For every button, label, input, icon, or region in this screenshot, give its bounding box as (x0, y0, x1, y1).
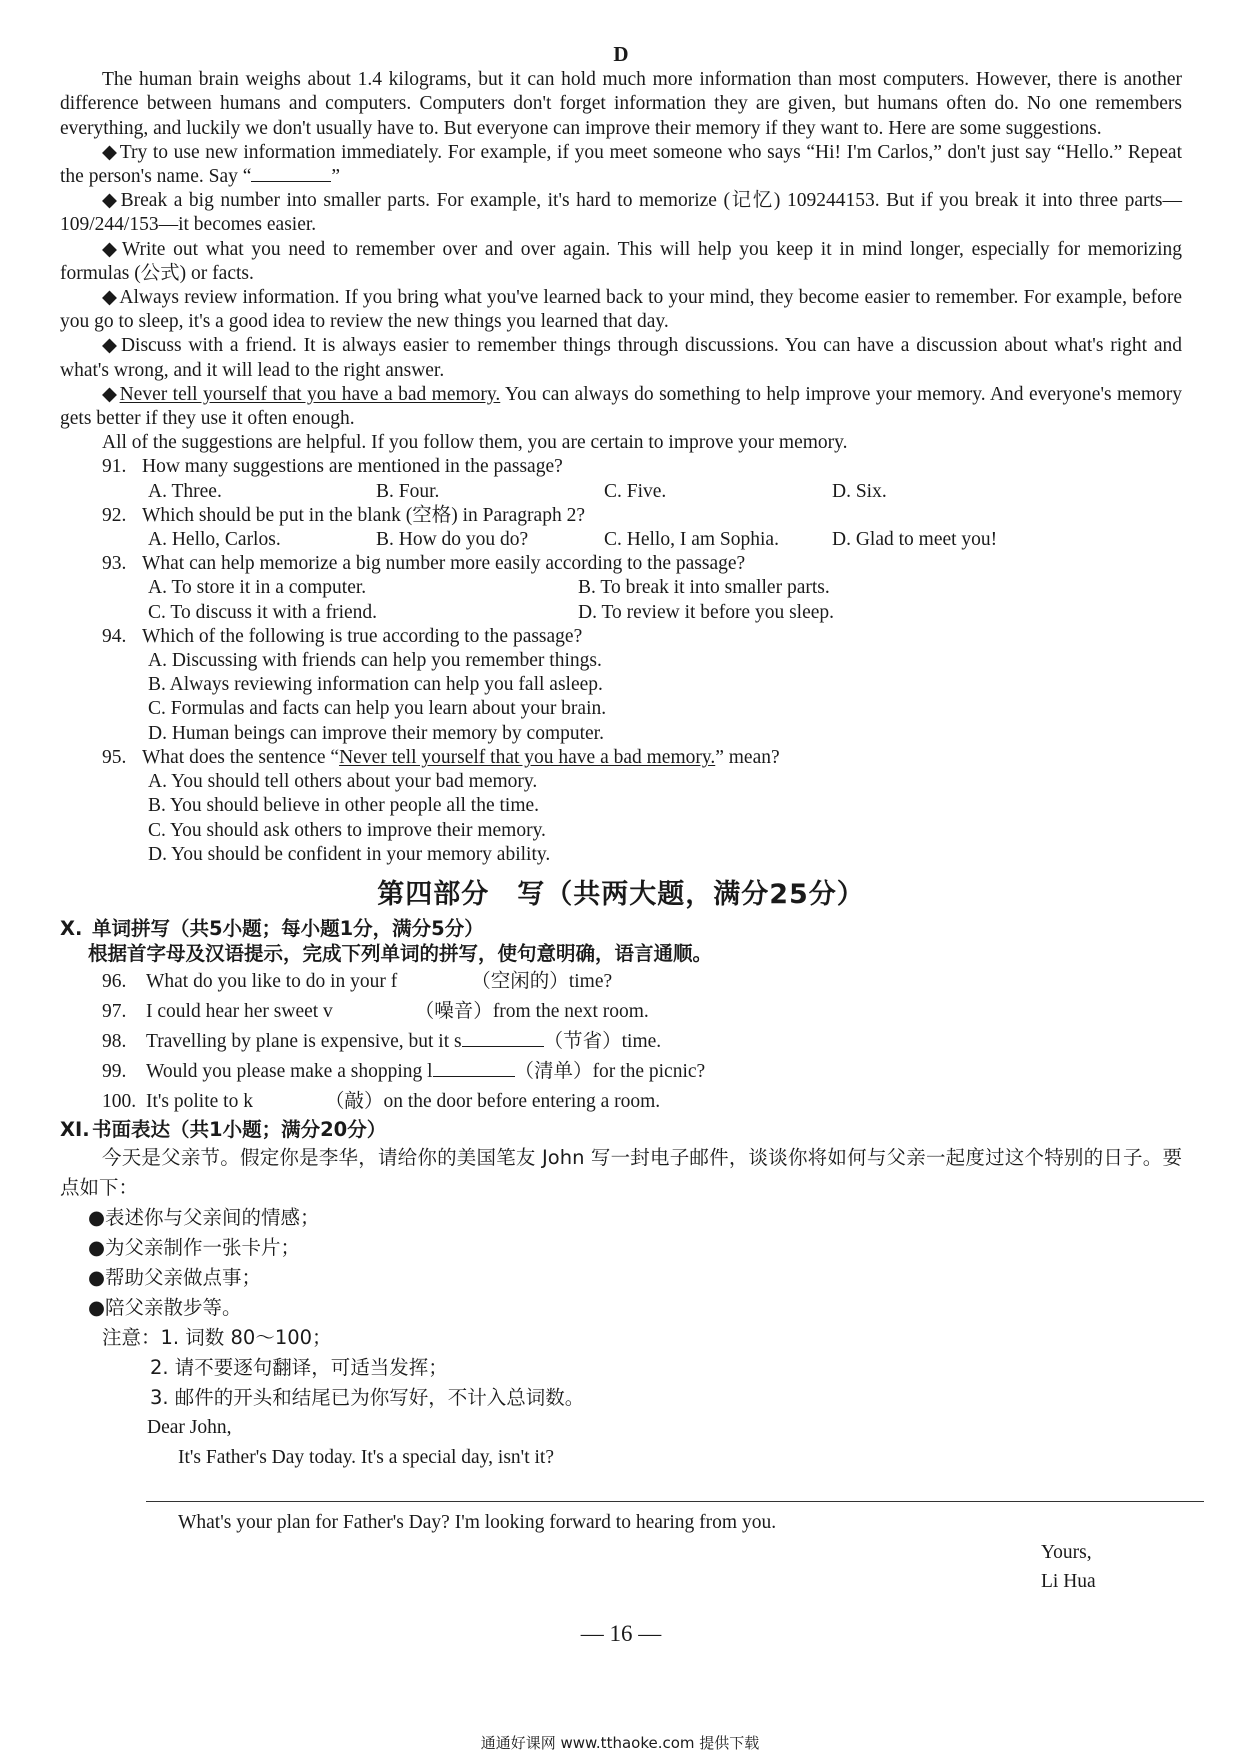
item-text: Would you please make a shopping l (146, 1061, 433, 1083)
question-text: How many suggestions are mentioned in the passage? (142, 456, 563, 478)
question-text: Which should be put in the blank (空格) in Paragraph 2? (142, 504, 585, 526)
fill-item (60, 966, 1182, 996)
part-four-title: 第四部分 写（共两大题，满分25分） (377, 878, 865, 910)
suggestion-1 (60, 141, 1182, 189)
item-number: 99. (102, 1061, 127, 1083)
option-b: B. Four. (376, 480, 440, 502)
question-number: 95. (102, 746, 127, 768)
answer-blank (462, 1032, 544, 1047)
option-c: C. You should ask others to improve their memory. (148, 819, 546, 841)
answer-blank (397, 973, 471, 987)
letter-opening: It's Father's Day today. It's a special day, isn't it? (178, 1447, 554, 1469)
letter-closing: What's your plan for Father's Day? I'm looking forward to hearing from you. (178, 1512, 777, 1534)
question-number: 93. (102, 553, 127, 575)
writing-line (146, 1501, 1204, 1502)
passage-conclusion: All of the suggestions are helpful. If you follow them, you are certain to improve your memory. (102, 432, 848, 454)
suggestion-3-text: Write out what you need to remember over and over again. This will help you keep it in mind longer, especially for memorizing formulas (公式) or facts. (60, 238, 1182, 284)
suggestion-5-text: Discuss with a friend. It is always easier to remember things through discussions. You can have a discussion about what's right and what's wrong, and it will lead to the right answer. (60, 335, 1182, 381)
item-text: What do you like to do in your f (146, 971, 398, 993)
question-number: 94. (102, 625, 127, 647)
diamond-bullet-icon: ◆ (102, 287, 118, 309)
item-text-end: from the next room. (492, 1001, 649, 1023)
option-a: A. You should tell others about your bad memory. (148, 771, 538, 793)
suggestion-5 (60, 334, 1182, 382)
letter-yours: Yours, (1041, 1542, 1092, 1564)
question-93-options-ab (60, 576, 1182, 600)
point-item: ●为父亲制作一张卡片； (88, 1236, 301, 1260)
question-number: 91. (102, 456, 127, 478)
suggestion-1-text: Try to use new information immediately. For example, if you meet someone who says “Hi! I'm Carlos,” don't just say “Hello.” Repeat the person's name. Say “ (60, 141, 1182, 188)
suggestion-6-text: You can always do something to help improve your memory. And everyone's memory gets better if they use it often enough. (60, 383, 1182, 430)
item-text: It's polite to k (146, 1091, 253, 1113)
underlined-quote: Never tell yourself that you have a bad memory. (339, 746, 716, 768)
option-c: C. To discuss it with a friend. (148, 601, 378, 623)
note-3: 3. 邮件的开头和结尾已为你写好，不计入总词数。 (150, 1386, 585, 1410)
letter-greeting: Dear John, (147, 1417, 232, 1439)
note-2: 2. 请不要逐句翻译，可适当发挥； (150, 1356, 448, 1380)
option-c: C. Formulas and facts can help you learn about your brain. (148, 698, 607, 720)
chinese-hint: （噪音） (414, 999, 493, 1023)
underlined-sentence: Never tell yourself that you have a bad memory. (119, 383, 501, 405)
item-text-end: for the picnic? (592, 1061, 706, 1083)
section-number: X. (60, 916, 83, 940)
suggestion-6 (60, 383, 1182, 431)
diamond-bullet-icon: ◆ (102, 190, 119, 212)
diamond-bullet-icon: ◆ (102, 141, 118, 163)
item-text-end: on the door before entering a room. (383, 1091, 661, 1113)
suggestion-2 (60, 189, 1182, 237)
point-item: ●表述你与父亲间的情感； (88, 1206, 320, 1230)
question-number: 92. (102, 504, 127, 526)
item-number: 97. (102, 1001, 127, 1023)
option-a: A. To store it in a computer. (148, 577, 367, 599)
question-92 (60, 504, 1182, 528)
fill-item (60, 1026, 1182, 1056)
option-b: B. To break it into smaller parts. (578, 577, 830, 599)
question-95 (60, 746, 1182, 770)
option-a: A. Discussing with friends can help you remember things. (148, 650, 602, 672)
section-title: 单词拼写（共5小题；每小题1分，满分5分） (92, 916, 484, 940)
question-91 (60, 455, 1182, 479)
suggestion-4-text: Always review information. If you bring what you've learned back to your mind, they become easier to remember. For example, before you go to sleep, it's a good idea to review the new things you learned that day. (60, 287, 1182, 333)
option-d: D. Glad to meet you! (832, 529, 998, 551)
fill-item (60, 996, 1182, 1026)
suggestion-2-text: Break a big number into smaller parts. For example, it's hard to memorize (记忆) 109244153. But if you break it into three parts—109/244/153—it becomes easier. (60, 190, 1182, 236)
option-d: D. To review it before you sleep. (578, 601, 835, 623)
question-94-options (60, 649, 1182, 746)
item-text-end: time? (568, 971, 613, 993)
question-91-options (60, 480, 1182, 504)
question-text-end: ” mean? (715, 746, 780, 768)
chinese-hint: （清单） (514, 1059, 593, 1083)
suggestion-1-end: ” (331, 166, 341, 188)
answer-blank (333, 1003, 415, 1017)
option-a: A. Hello, Carlos. (148, 529, 281, 551)
item-number: 100. (102, 1091, 137, 1113)
answer-blank (253, 1093, 325, 1107)
point-item: ●陪父亲散步等。 (88, 1296, 242, 1320)
writing-prompt: 今天是父亲节。假定你是李华，请给你的美国笔友 John 写一封电子邮件，谈谈你将如何与父亲一起度过这个特别的日子。要点如下： (60, 1146, 1182, 1200)
option-a: A. Three. (148, 480, 222, 502)
letter-signature: Li Hua (1041, 1571, 1096, 1593)
option-b: B. How do you do? (376, 529, 529, 551)
answer-blank (433, 1062, 515, 1077)
option-d: D. You should be confident in your memory ability. (148, 843, 551, 865)
point-item: ●帮助父亲做点事； (88, 1266, 262, 1290)
section-10-heading (60, 915, 1182, 942)
note-1: 注意：1. 词数 80～100； (102, 1326, 332, 1350)
section-11-heading (60, 1116, 1182, 1143)
item-text-end: time. (621, 1031, 662, 1053)
question-text: Which of the following is true according to the passage? (142, 625, 583, 647)
option-c: C. Hello, I am Sophia. (604, 529, 779, 551)
item-number: 96. (102, 971, 127, 993)
question-94 (60, 625, 1182, 649)
question-95-options (60, 770, 1182, 867)
diamond-bullet-icon: ◆ (102, 238, 120, 260)
question-93-options-cd (60, 601, 1182, 625)
option-d: D. Human beings can improve their memory by computer. (148, 722, 604, 744)
option-b: B. Always reviewing information can help you fall asleep. (148, 674, 603, 696)
footer-source: 通通好课网 www.tthaoke.com 提供下载 (480, 1734, 760, 1752)
option-b: B. You should believe in other people all the time. (148, 795, 540, 817)
option-d: D. Six. (832, 480, 887, 502)
exam-page (60, 42, 1182, 1646)
question-text: What can help memorize a big number more easily according to the passage? (142, 553, 746, 575)
answer-blank (251, 167, 331, 182)
diamond-bullet-icon: ◆ (102, 383, 118, 405)
suggestion-4 (60, 286, 1182, 334)
fill-item (60, 1086, 1182, 1116)
question-text: What does the sentence “ (142, 746, 340, 768)
item-number: 98. (102, 1031, 127, 1053)
section-title: 书面表达（共1小题；满分20分） (92, 1118, 387, 1142)
diamond-bullet-icon: ◆ (102, 335, 119, 357)
suggestion-3 (60, 238, 1182, 286)
option-c: C. Five. (604, 480, 667, 502)
page-number: — 16 — (580, 1621, 662, 1647)
chinese-hint: （节省） (543, 1029, 622, 1053)
section-10-instructions: 根据首字母及汉语提示，完成下列单词的拼写，使句意明确，语言通顺。 (88, 941, 713, 965)
section-number: XI. (60, 1118, 90, 1142)
item-text: I could hear her sweet v (146, 1001, 333, 1023)
chinese-hint: （空闲的） (471, 969, 569, 993)
passage-letter: D (613, 42, 629, 66)
question-92-options (60, 528, 1182, 552)
item-text: Travelling by plane is expensive, but it s (146, 1031, 462, 1053)
passage-intro: The human brain weighs about 1.4 kilograms, but it can hold much more information than most computers. However, there is another difference between humans and computers. Computers don't forget information they are given, but humans often do. No one remembers everything, and luckily we don't usually have to. But everyone can improve their memory if they want to. Here are some suggestions. (60, 69, 1182, 139)
chinese-hint: （敲） (324, 1089, 384, 1113)
question-93 (60, 552, 1182, 576)
fill-item (60, 1056, 1182, 1086)
